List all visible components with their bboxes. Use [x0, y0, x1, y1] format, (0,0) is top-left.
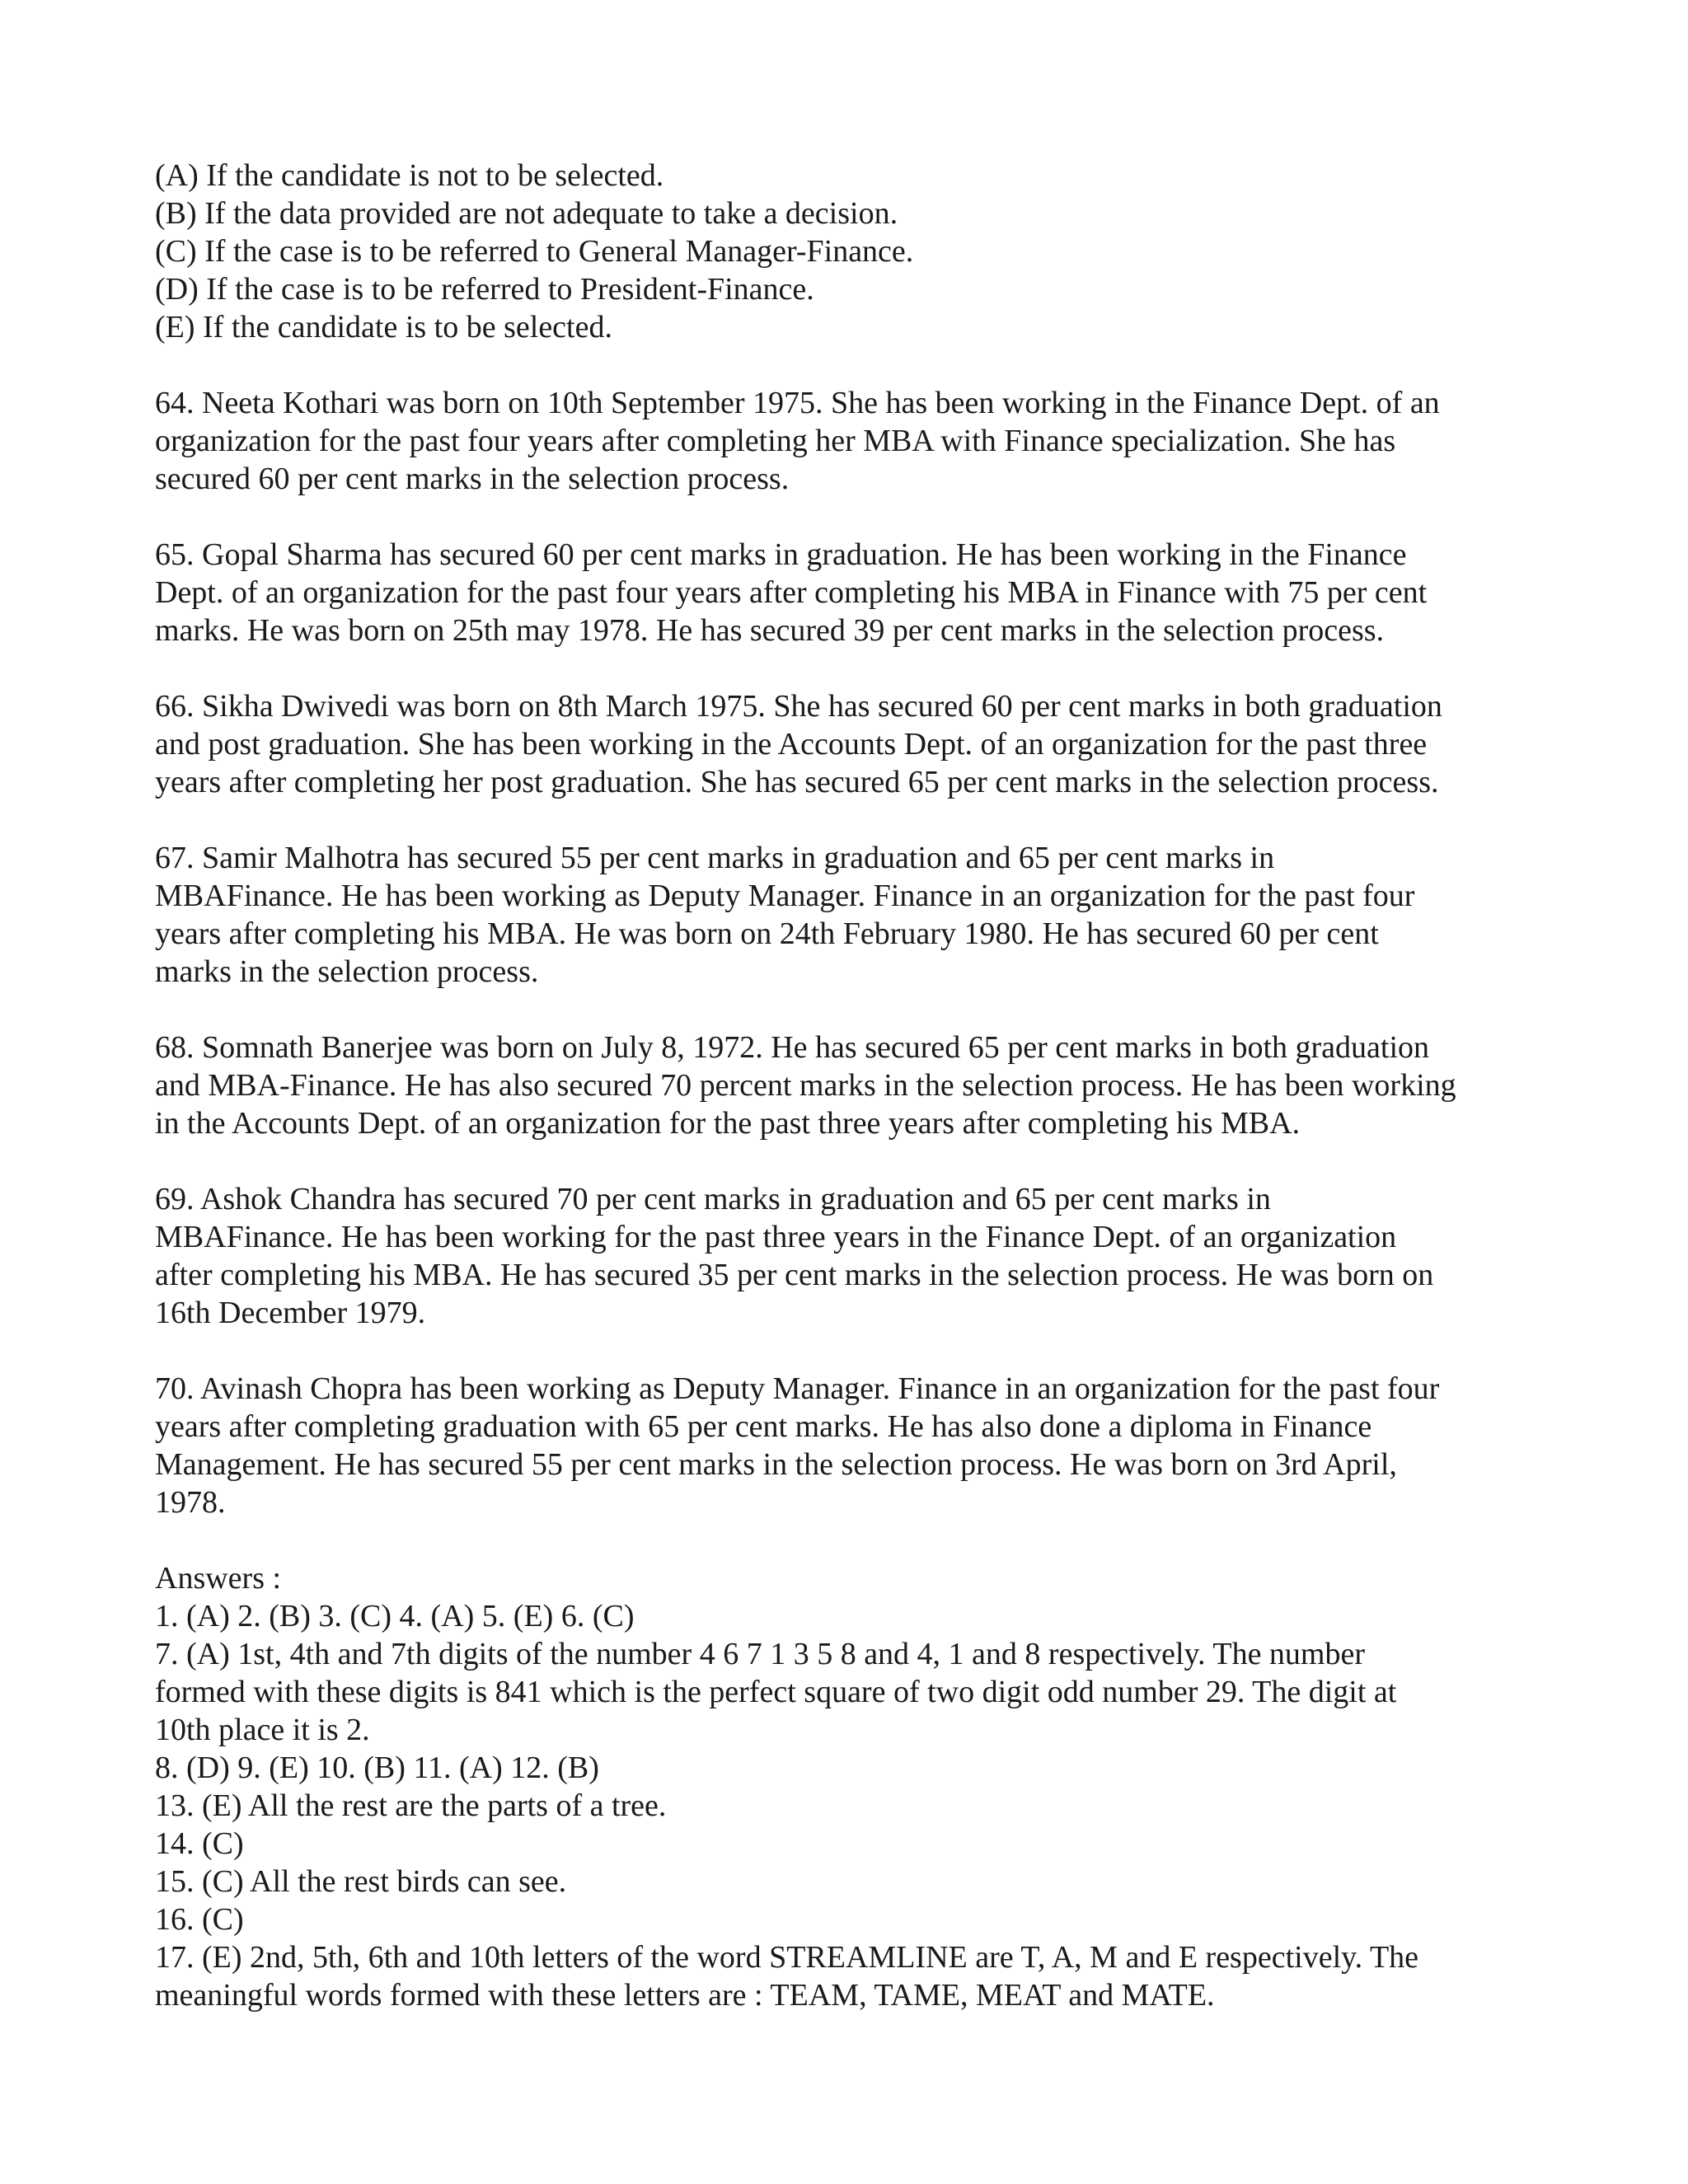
- question-69: [155, 1180, 1540, 1332]
- question-line: Management. He has secured 55 per cent marks in the selection process. He was born on 3rd April,: [155, 1447, 1397, 1482]
- answers-heading: Answers :: [155, 1561, 282, 1596]
- option-e: (E) If the candidate is to be selected.: [155, 310, 612, 344]
- question-line: 65. Gopal Sharma has secured 60 per cent marks in graduation. He has been working in the Finance: [155, 537, 1407, 572]
- question-line: years after completing her post graduation. She has secured 65 per cent marks in the selection process.: [155, 765, 1439, 799]
- answer-line: 1. (A) 2. (B) 3. (C) 4. (A) 5. (E) 6. (C): [155, 1599, 635, 1633]
- option-b: (B) If the data provided are not adequate to take a decision.: [155, 196, 898, 231]
- answer-line: 10th place it is 2.: [155, 1713, 370, 1747]
- question-65: [155, 536, 1540, 649]
- question-line: 1978.: [155, 1485, 226, 1520]
- question-line: 16th December 1979.: [155, 1296, 426, 1330]
- question-line: 69. Ashok Chandra has secured 70 per cent marks in graduation and 65 per cent marks in: [155, 1182, 1271, 1216]
- question-line: MBAFinance. He has been working as Deputy Manager. Finance in an organization for the past four: [155, 879, 1415, 913]
- question-66: [155, 687, 1540, 801]
- question-line: 68. Somnath Banerjee was born on July 8, 1972. He has secured 65 per cent marks in both graduation: [155, 1030, 1430, 1065]
- question-line: MBAFinance. He has been working for the past three years in the Finance Dept. of an organization: [155, 1220, 1397, 1254]
- question-line: 70. Avinash Chopra has been working as Deputy Manager. Finance in an organization for the past four: [155, 1371, 1440, 1406]
- question-line: and post graduation. She has been working in the Accounts Dept. of an organization for the past three: [155, 727, 1428, 762]
- question-line: years after completing his MBA. He was born on 24th February 1980. He has secured 60 per cent: [155, 916, 1379, 951]
- question-line: Dept. of an organization for the past four years after completing his MBA in Finance with 75 per cent: [155, 575, 1428, 610]
- option-d: (D) If the case is to be referred to President-Finance.: [155, 272, 814, 307]
- options-list: [155, 157, 1540, 346]
- question-64: [155, 384, 1540, 498]
- answer-line: 15. (C) All the rest birds can see.: [155, 1864, 567, 1899]
- answer-line: meaningful words formed with these letters are : TEAM, TAME, MEAT and MATE.: [155, 1978, 1215, 2013]
- question-line: 66. Sikha Dwivedi was born on 8th March 1975. She has secured 60 per cent marks in both graduation: [155, 689, 1442, 724]
- question-line: after completing his MBA. He has secured 35 per cent marks in the selection process. He was born on: [155, 1258, 1434, 1292]
- answer-line: 8. (D) 9. (E) 10. (B) 11. (A) 12. (B): [155, 1750, 599, 1785]
- question-line: organization for the past four years after completing her MBA with Finance specialization. She has: [155, 424, 1396, 458]
- question-line: secured 60 per cent marks in the selection process.: [155, 462, 790, 496]
- option-a: (A) If the candidate is not to be selected.: [155, 158, 664, 193]
- answers-section: [155, 1559, 1540, 2014]
- question-line: 67. Samir Malhotra has secured 55 per cent marks in graduation and 65 per cent marks in: [155, 841, 1275, 875]
- question-line: 64. Neeta Kothari was born on 10th September 1975. She has been working in the Finance Dept. of an: [155, 386, 1440, 420]
- question-67: [155, 839, 1540, 991]
- question-line: years after completing graduation with 65 per cent marks. He has also done a diploma in Finance: [155, 1409, 1372, 1444]
- answer-line: 17. (E) 2nd, 5th, 6th and 10th letters of the word STREAMLINE are T, A, M and E respectively. The: [155, 1940, 1419, 1975]
- answer-line: 16. (C): [155, 1902, 244, 1937]
- question-line: and MBA-Finance. He has also secured 70 percent marks in the selection process. He has been working: [155, 1068, 1456, 1103]
- question-line: in the Accounts Dept. of an organization for the past three years after completing his MBA.: [155, 1106, 1301, 1141]
- question-line: marks. He was born on 25th may 1978. He has secured 39 per cent marks in the selection process.: [155, 613, 1385, 648]
- answer-line: 7. (A) 1st, 4th and 7th digits of the number 4 6 7 1 3 5 8 and 4, 1 and 8 respectively. The number: [155, 1637, 1366, 1671]
- option-c: (C) If the case is to be referred to General Manager-Finance.: [155, 234, 914, 269]
- answer-line: 13. (E) All the rest are the parts of a tree.: [155, 1788, 667, 1823]
- question-line: marks in the selection process.: [155, 954, 539, 989]
- question-68: [155, 1029, 1540, 1142]
- answer-line: 14. (C): [155, 1826, 244, 1861]
- document-page: [155, 157, 1540, 2052]
- question-70: [155, 1370, 1540, 1521]
- answer-line: formed with these digits is 841 which is the perfect square of two digit odd number 29. The digit at: [155, 1675, 1397, 1709]
